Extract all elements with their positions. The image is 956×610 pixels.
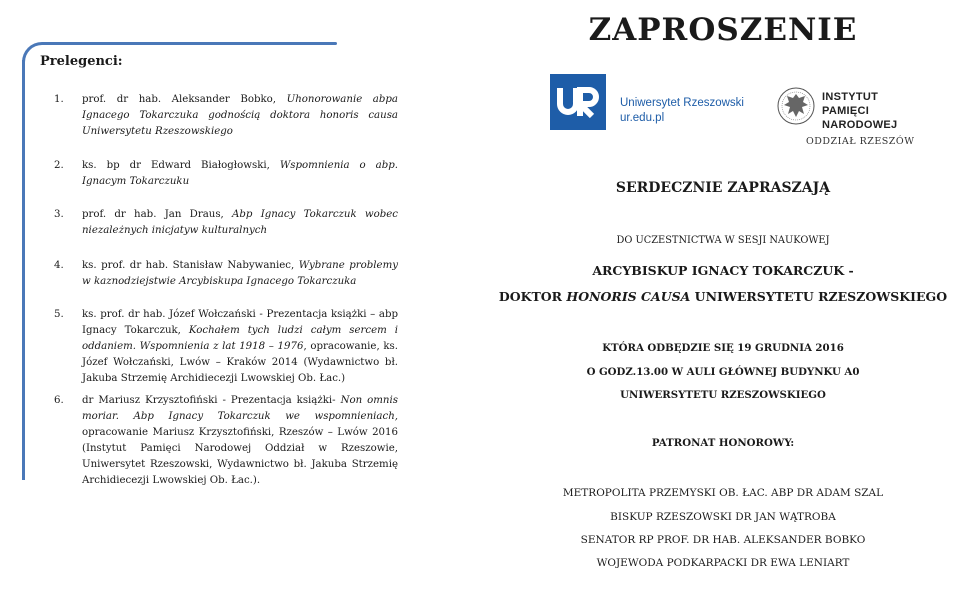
speaker-name: ks. prof. dr hab. Józef Wołczański - Prezentacja książki – abp Ignacy Tokarczuk, — [82, 309, 398, 336]
patronage-heading: PATRONAT HONOROWY: — [651, 437, 795, 449]
talk-title: Abp Ignacy Tokarczuk wobec niezależnych inicjatyw kulturalnych — [82, 209, 398, 236]
university-url: ur.edu.pl — [620, 112, 665, 124]
talk-title: Wspomnienia o abp. Ignacym Tokarczuku — [82, 160, 398, 187]
list-item — [54, 92, 398, 140]
title-part: UNIWERSYTETU RZESZOWSKIEGO — [690, 289, 948, 304]
patron-item: SENATOR RP PROF. DR HAB. ALEKSANDER BOBKO — [580, 534, 866, 546]
item-number: 3. — [54, 209, 64, 220]
frame-decoration-left — [22, 60, 25, 480]
list-item — [54, 158, 398, 190]
talk-title: Wybrane problemy w kaznodziejstwie Arcybiskupa Ignacego Tokarczuka — [82, 260, 399, 287]
title-part: DOKTOR — [498, 289, 567, 304]
title-part-italic: HONORIS CAUSA — [566, 289, 691, 304]
ipn-line-1: INSTYTUT — [822, 91, 879, 103]
invite-heading: SERDECZNIE ZAPRASZAJĄ — [615, 180, 831, 196]
university-name: Uniwersytet Rzeszowski — [620, 97, 744, 109]
ipn-line-2: PAMIĘCI — [822, 105, 870, 117]
list-item — [54, 393, 398, 489]
item-number: 4. — [54, 260, 64, 271]
list-item — [54, 207, 398, 239]
session-title-line-2 — [490, 289, 956, 304]
talk-title: Uhonorowanie abpa Ignacego Tokarczuka godnością doktora honoris causa Uniwersytetu Rzeszowskiego — [82, 94, 398, 137]
event-time-place: O GODZ.13.00 W AULI GŁÓWNEJ BUDYNKU A0 — [586, 366, 860, 378]
page-title: ZAPROSZENIE — [588, 12, 858, 48]
patron-item: METROPOLITA PRZEMYSKI OB. ŁAC. ABP DR ADAM SZAL — [562, 487, 884, 499]
speaker-name: dr Mariusz Krzysztofiński - Prezentacja książki- — [82, 395, 341, 406]
talk-details: , opracowanie, ks. Józef Wołczański, Lwów – Kraków 2014 (Wydawnictwo bł. Jakuba Strzemię Archidiecezji Lwowskiej Ob. Łac.) — [82, 341, 398, 384]
university-name-block — [620, 96, 744, 126]
speaker-name: prof. dr hab. Aleksander Bobko, — [82, 94, 287, 105]
ipn-name-block — [822, 90, 897, 132]
speakers-panel — [0, 0, 475, 610]
item-number: 6. — [54, 395, 64, 406]
session-title-line-1: ARCYBISKUP IGNACY TOKARCZUK - — [592, 263, 854, 278]
ipn-branch: ODDZIAŁ RZESZÓW — [806, 136, 915, 147]
item-number: 2. — [54, 160, 64, 171]
speaker-name: ks. bp dr Edward Białogłowski, — [82, 160, 280, 171]
invitation-panel — [490, 0, 956, 610]
talk-title: Non omnis moriar. Abp Ignacy Tokarczuk we wspomnieniach, — [82, 395, 398, 422]
university-logo — [550, 74, 606, 130]
list-item — [54, 307, 398, 387]
item-number: 1. — [54, 94, 64, 105]
patron-item: WOJEWODA PODKARPACKI DR EWA LENIART — [596, 557, 850, 569]
talk-title: Kochałem tych ludzi całym sercem i oddaniem. Wspomnienia z lat 1918 – 1976 — [82, 325, 399, 352]
speakers-heading: Prelegenci: — [40, 54, 123, 69]
item-number: 5. — [54, 309, 64, 320]
list-item — [54, 258, 398, 290]
eagle-emblem-icon — [776, 84, 816, 132]
ipn-line-3: NARODOWEJ — [822, 119, 898, 131]
session-intro: DO UCZESTNICTWA W SESJI NAUKOWEJ — [616, 235, 830, 246]
speaker-name: ks. prof. dr hab. Stanisław Nabywaniec, — [82, 260, 299, 271]
patron-item: BISKUP RZESZOWSKI DR JAN WĄTROBA — [610, 511, 836, 523]
event-venue: UNIWERSYTETU RZESZOWSKIEGO — [620, 389, 826, 401]
talk-details: opracowanie Mariusz Krzysztofiński, Rzeszów – Lwów 2016 (Instytut Pamięci Narodowej Oddział w Rzeszowie, Uniwersytet Rzeszowski, Wydawnictwo bł. Jakuba Strzemię Archidiecezji Lwowskiej Ob. Łac.). — [82, 427, 398, 486]
speaker-name: prof. dr hab. Jan Draus, — [82, 209, 233, 220]
event-date: KTÓRA ODBĘDZIE SIĘ 19 GRUDNIA 2016 — [602, 342, 844, 354]
